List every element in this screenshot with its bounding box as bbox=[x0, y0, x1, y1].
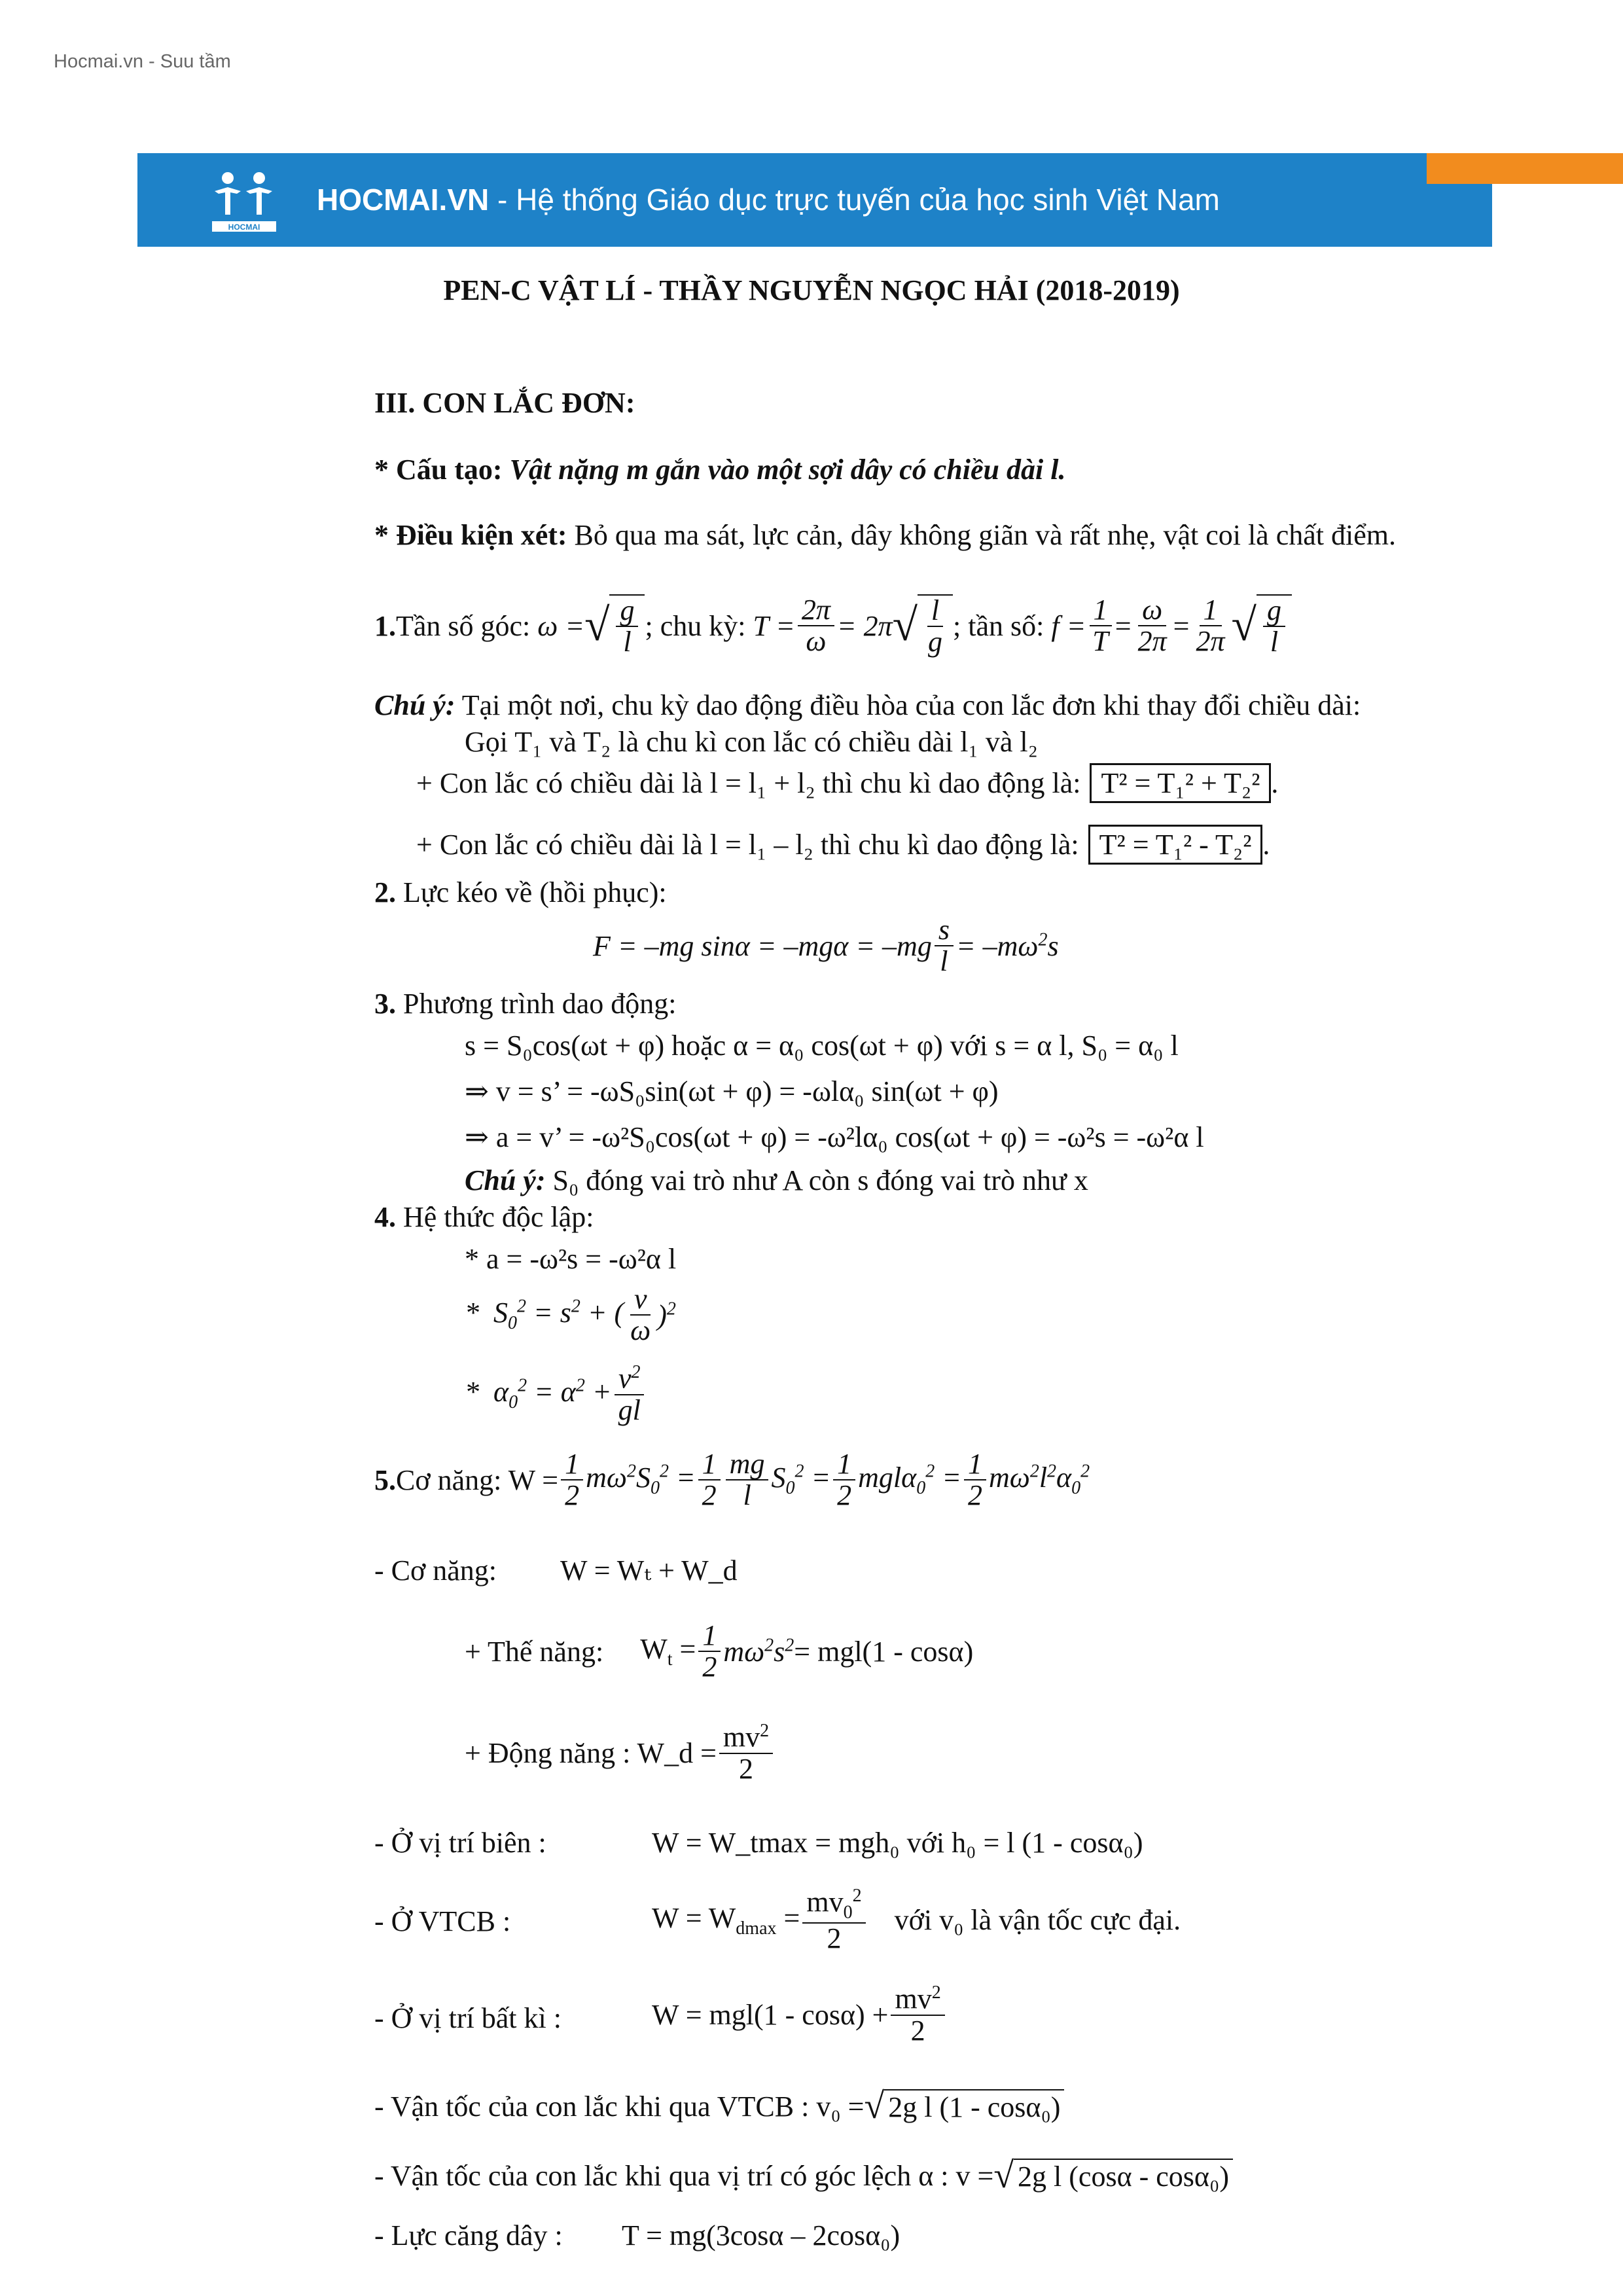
vtcb-label: - Ở VTCB : bbox=[374, 1905, 511, 1937]
section-2 bbox=[374, 876, 667, 909]
bat-ki-formula: W = mgl(1 - cosα) + $\frac{mv^2}{2}$ bbox=[652, 1983, 948, 2046]
logo-caption: HOCMAI bbox=[228, 223, 260, 232]
v-goc-radicand: 2g l (cosα - cosα₀) bbox=[1014, 2159, 1233, 2193]
s1-num: 1. bbox=[374, 609, 396, 642]
tagline: - Hệ thống Giáo dục trực tuyến của học sinh Việt Nam bbox=[489, 183, 1220, 217]
s4-num: 4. bbox=[374, 1201, 396, 1233]
dieu-kien-line bbox=[374, 518, 1396, 552]
case-diff-text: + Con lắc có chiều dài là l = l₁ – l₂ thì chu kì dao động là: bbox=[416, 829, 1079, 861]
section-4 bbox=[374, 1200, 594, 1234]
chu-y-text: Tại một nơi, chu kỳ dao động điều hòa của con lắc đơn khi thay đổi chiều dài: bbox=[455, 689, 1361, 721]
dong-nang-line: + Động năng : W_d = $\frac{mv^2}{2}$ bbox=[465, 1721, 776, 1784]
cau-tao-line bbox=[374, 453, 1065, 486]
s4-text: Hệ thức độc lập: bbox=[396, 1201, 594, 1233]
dieu-kien-label: * Điều kiện xét: bbox=[374, 519, 567, 551]
s4-line-2: * $S_0^2 = s^2$ + ( $\frac{v}{\omega}$ )$^2$ bbox=[465, 1283, 676, 1347]
v-goc-label: - Vận tốc của con lắc khi qua vị trí có góc lệch α : v = bbox=[374, 2159, 994, 2192]
v-vtcb-label: - Vận tốc của con lắc khi qua VTCB : v₀ = bbox=[374, 2090, 865, 2123]
s1-tan-so-goc: Tần số góc: bbox=[396, 609, 531, 642]
luc-cang-label: - Lực căng dây : bbox=[374, 2219, 563, 2251]
case-sum-line: + Con lắc có chiều dài là l = l₁ + l₂ thì chu kì dao động là: T² = T₁² + T₂² . bbox=[416, 763, 1278, 803]
sqrt-sign: √ bbox=[892, 600, 918, 651]
v-goc-line bbox=[374, 2157, 1233, 2194]
chu-y-label: Chú ý: bbox=[374, 689, 455, 721]
s3-note-label: Chú ý: bbox=[465, 1164, 546, 1196]
case-sum-text: + Con lắc có chiều dài là l = l₁ + l₂ thì chu kì dao động là: bbox=[416, 767, 1081, 799]
chu-y-line2: Gọi T₁ và T₂ là chu kì con lắc có chiều dài l₁ và l₂ bbox=[465, 726, 1038, 758]
s3-text: Phương trình dao động: bbox=[396, 988, 677, 1020]
dieu-kien-text: Bỏ qua ma sát, lực cản, dây không giãn và rất nhẹ, vật coi là chất điểm. bbox=[567, 519, 1396, 551]
source-label: Hocmai.vn - Suu tầm bbox=[54, 51, 231, 72]
section-5: 5. Cơ năng: W = $\frac{1}{2}$ $m\omega^2S_0^2$ = $\frac{1}{2}$ $\frac{mg}{l}$ $S_0^2$ = $\frac{1}{2}$ mglα$_0^2$ = $\frac{1}{2}$ $m\omega^2l^2\alpha_0^2$ bbox=[374, 1448, 1090, 1512]
brand-name: HOCMAI.VN bbox=[317, 183, 490, 217]
sqrt-g-l: $\frac{g}{l}$ bbox=[609, 594, 645, 657]
s3-note bbox=[465, 1164, 1088, 1197]
s3-line-2: ⇒ v = s’ = -ωS₀sin(ωt + φ) = -ωlα₀ sin(ωt + φ) bbox=[465, 1075, 999, 1107]
vtcb-tail: với v₀ là vận tốc cực đại. bbox=[894, 1904, 1181, 1937]
hocmai-logo-icon bbox=[208, 169, 280, 234]
s2-num: 2. bbox=[374, 876, 396, 908]
sqrt-sign: √ bbox=[993, 2155, 1014, 2196]
s5-text: Cơ năng: W = bbox=[396, 1463, 559, 1496]
the-nang-line: + Thế năng: $W_t$ = $\frac{1}{2}$ $m\omega^2s^2$ = mgl(1 - cosα) bbox=[465, 1619, 974, 1683]
sqrt-sign: √ bbox=[584, 600, 610, 651]
sqrt-sign: √ bbox=[1231, 600, 1257, 651]
formula-sum-box: T² = T₁² + T₂² bbox=[1090, 763, 1271, 803]
sqrt-sign: √ bbox=[864, 2086, 885, 2126]
bien-formula: W = W_tmax = mgh₀ với h₀ = l (1 - cosα₀) bbox=[652, 1827, 1143, 1859]
banner-accent bbox=[1427, 153, 1623, 184]
document-title: PEN-C VẬT LÍ - THẦY NGUYỄN NGỌC HẢI (2018-2019) bbox=[443, 274, 1180, 306]
co-nang-formula: W = Wₜ + W_d bbox=[560, 1554, 738, 1587]
formula-omega-line: 1. Tần số góc: ω = √ $\frac{g}{l}$ ; chu kỳ: T = $\frac{2\pi}{\omega}$ = 2π √ $\frac{l}{g}$ ; tần số: f = $\frac{1}{T}$ = $\frac{\omega}{2\pi}$ = $\frac{1}{2\pi}$ √ $\frac{g}{l}$ bbox=[374, 594, 1292, 657]
bat-ki-label: - Ở vị trí bất kì : bbox=[374, 2002, 562, 2034]
restoring-force-formula: F = –mg sinα = –mgα = –mg $\frac{s}{l}$ = $-m\omega^2s$ bbox=[593, 914, 1059, 978]
the-nang-label: + Thế năng: bbox=[465, 1635, 604, 1668]
s3-num: 3. bbox=[374, 988, 396, 1020]
sqrt-l-g: $\frac{l}{g}$ bbox=[918, 594, 953, 657]
s4-line-1: * a = -ω²s = -ω²α l bbox=[465, 1243, 677, 1275]
section-3 bbox=[374, 987, 676, 1020]
omega-symbol: ω = bbox=[530, 609, 585, 642]
s3-note-text: S₀ đóng vai trò như A còn s đóng vai trò như x bbox=[545, 1164, 1088, 1196]
v-vtcb-line bbox=[374, 2088, 1064, 2125]
s1-chu-ky: ; chu kỳ: bbox=[645, 609, 746, 642]
luc-cang-formula: T = mg(3cosα – 2cosα₀) bbox=[622, 2219, 901, 2251]
section-heading: III. CON LẮC ĐƠN: bbox=[374, 387, 635, 419]
formula-diff-box: T² = T₁² - T₂² bbox=[1088, 825, 1263, 865]
cau-tao-text: Vật nặng m gắn vào một sợi dây có chiều dài l. bbox=[502, 454, 1066, 486]
s2-text: Lực kéo về (hồi phục): bbox=[396, 876, 667, 908]
sqrt-g-l-2: $\frac{g}{l}$ bbox=[1257, 594, 1292, 657]
bien-label: - Ở vị trí biên : bbox=[374, 1827, 546, 1859]
the-nang-tail: = mgl(1 - cosα) bbox=[794, 1635, 974, 1668]
s3-line-1: s = S₀cos(ωt + φ) hoặc α = α₀ cos(ωt + φ) với s = α l, S₀ = α₀ l bbox=[465, 1030, 1179, 1062]
chu-y-1 bbox=[374, 689, 1361, 722]
cau-tao-label: * Cấu tạo: bbox=[374, 454, 503, 486]
vtcb-formula: $W = W_{dmax}$ = $\frac{mv_0^2}{2}$ với v₀ là vận tốc cực đại. bbox=[652, 1886, 1181, 1954]
banner-text bbox=[317, 182, 1220, 217]
s4-line-3: * $\alpha_0^2 = \alpha^2$ + $\frac{v^2}{gl}$ bbox=[465, 1363, 647, 1426]
s3-line-3: ⇒ a = v’ = -ω²S₀cos(ωt + φ) = -ω²lα₀ cos(ωt + φ) = -ω²s = -ω²α l bbox=[465, 1121, 1204, 1153]
v-vtcb-radicand: 2g l (1 - cosα₀) bbox=[884, 2089, 1064, 2124]
s1-tan-so: ; tần số: bbox=[953, 609, 1044, 642]
dong-nang-label: + Động năng : W_d = bbox=[465, 1736, 717, 1769]
co-nang-label: - Cơ năng: bbox=[374, 1554, 497, 1587]
s5-num: 5. bbox=[374, 1463, 396, 1496]
case-diff-line: + Con lắc có chiều dài là l = l₁ – l₂ thì chu kì dao động là: T² = T₁² - T₂² . bbox=[416, 825, 1270, 865]
